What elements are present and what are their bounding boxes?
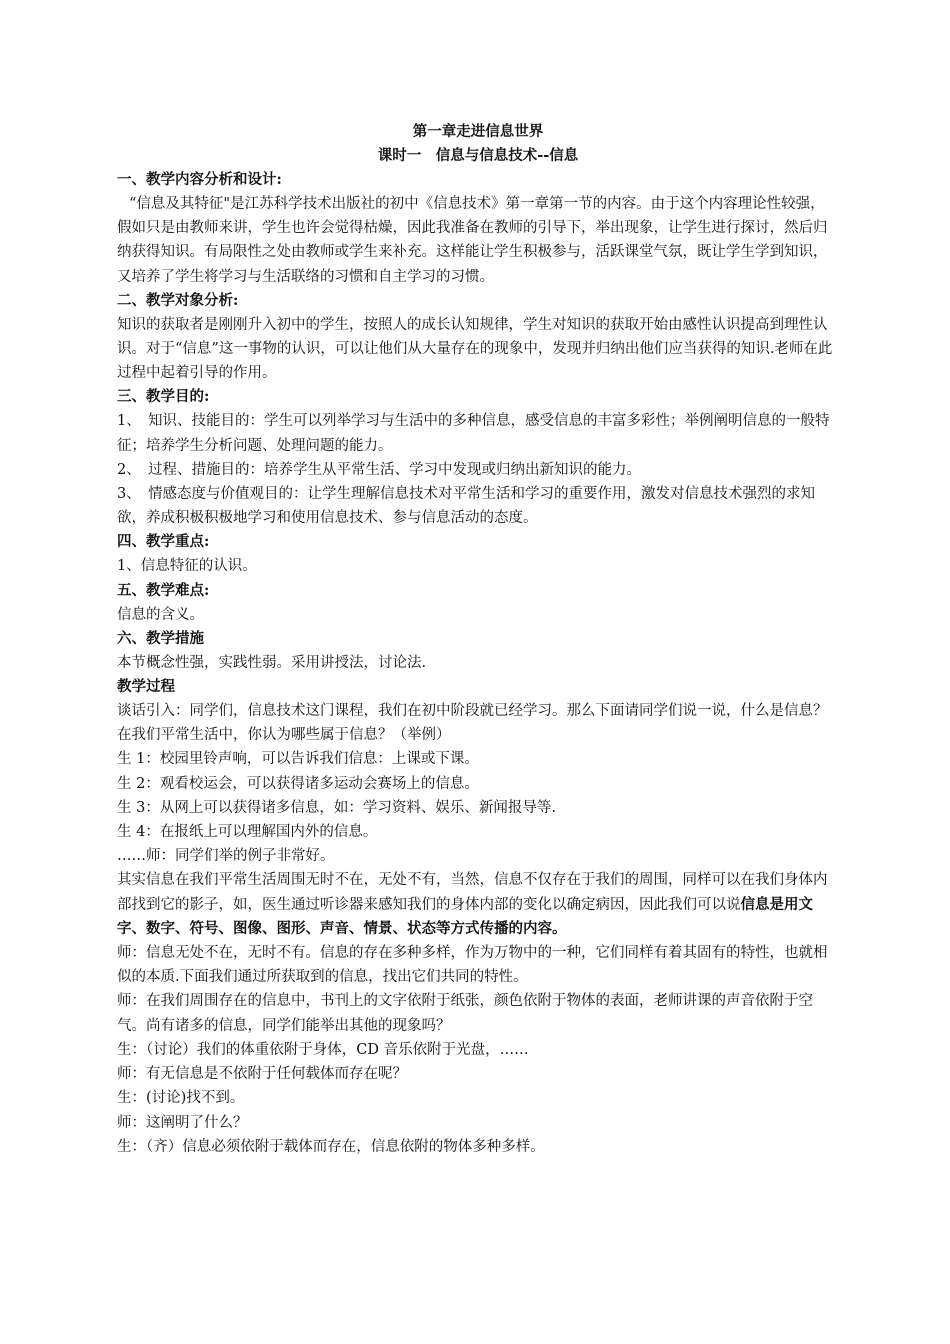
section-heading: 二、教学对象分析: bbox=[117, 291, 239, 309]
objective-item: 3、 情感态度与价值观目的：让学生理解信息技术对平常生活和学习的重要作用，激发对信息技术强烈的求知欲，养成积极积极地学习和使用信息技术、参与信息活动的态度。 bbox=[117, 486, 815, 527]
section-text: 知识的获取者是刚刚升入初中的学生，按照人的成长认知规律，学生对知识的获取开始由感性认识提高到理性认识。对于“信息”这一事物的认识，可以让他们从大量存在的现象中，发现并归纳出他们应当获得的知识.老师在此过程中起着引导的作用。 bbox=[117, 316, 833, 382]
section-text: 1、信息特征的认识。 bbox=[117, 558, 257, 575]
section-text: “信息及其特征"是江苏科学技术出版社的初中《信息技术》第一章第一节的内容。由于这个内容理论性较强，假如只是由教师来讲，学生也许会觉得枯燥，因此我准备在教师的引导下，举出现象，让学生进行探讨，然后归纳获得知识。有局限性之处由教师或学生来补充。这样能让学生积极参与，活跃课堂气氛，既让学生学到知识，又培养了学生将学习与生活联络的习惯和自主学习的习惯。 bbox=[117, 196, 828, 285]
dialogue-line: 生 4：在报纸上可以理解国内外的信息。 bbox=[117, 824, 378, 841]
definition-text: 信息是用文字、数字、符号、图像、图形、声音、情景、状态等方式传播的内容。 bbox=[117, 895, 813, 937]
dialogue-line: 生 1：校园里铃声响，可以告诉我们信息：上课或下课。 bbox=[117, 751, 479, 768]
dialogue-line: 生：（齐）信息必须依附于载体而存在，信息依附的物体多种多样。 bbox=[117, 1138, 545, 1155]
section-text: 本节概念性强，实践性弱。采用讲授法，讨论法. bbox=[117, 654, 427, 671]
process-heading: 教学过程 bbox=[117, 678, 175, 696]
dialogue-line: 生 3：从网上可以获得诸多信息，如：学习资料、娱乐、新闻报导等. bbox=[117, 799, 556, 816]
document-page bbox=[117, 120, 839, 1159]
section-heading: 四、教学重点: bbox=[117, 533, 210, 551]
dialogue-line: 师：在我们周围存在的信息中，书刊上的文字依附于纸张，颜色依附于物体的表面，老师讲课的声音依附于空气。尚有诸多的信息，同学们能举出其他的现象吗？ bbox=[117, 993, 813, 1034]
section-heading: 一、教学内容分析和设计: bbox=[117, 171, 282, 188]
dialogue-line: 师：有无信息是不依附于任何载体而存在呢？ bbox=[117, 1066, 407, 1083]
dialogue-line: 谈话引入：同学们，信息技术这门课程，我们在初中阶段就已经学习。那么下面请同学们说一说，什么是信息？在我们平常生活中，你认为哪些属于信息？（举例） bbox=[117, 703, 828, 744]
objective-item: 1、 知识、技能目的：学生可以列举学习与生活中的多种信息，感受信息的丰富多彩性；举例阐明信息的一般特征；培养学生分析问题、处理问题的能力。 bbox=[117, 413, 830, 454]
dialogue-line: 师：信息无处不在，无时不有。信息的存在多种多样，作为万物中的一种，它们同样有着其固有的特性，也就相似的本质.下面我们通过所获取到的信息，找出它们共同的特性。 bbox=[117, 945, 828, 986]
explanation-text: 其实信息在我们平常生活周围无时不在，无处不有，当然，信息不仅存在于我们的周围，同样可以在我们身体内部找到它的影子，如，医生通过听诊器来感知我们的身体内部的变化以确定病因，因此我们可以说 bbox=[117, 872, 828, 913]
section-text: 信息的含义。 bbox=[117, 606, 204, 623]
chapter-title: 第一章走进信息世界 bbox=[412, 123, 544, 140]
section-heading: 六、教学措施 bbox=[117, 629, 204, 647]
dialogue-line: 师：这阐明了什么？ bbox=[117, 1114, 248, 1131]
dialogue-line: 生：（讨论）我们的体重依附于身体，CD 音乐依附于光盘，…… bbox=[117, 1041, 529, 1058]
lesson-title: 课时一 信息与信息技术--信息 bbox=[377, 147, 579, 164]
explanation-paragraph bbox=[117, 868, 839, 941]
section-heading: 五、教学难点: bbox=[117, 581, 210, 599]
objective-item: 2、 过程、措施目的：培养学生从平常生活、学习中发现或归纳出新知识的能力。 bbox=[117, 461, 641, 478]
dialogue-line: 生：(讨论)找不到。 bbox=[117, 1090, 245, 1107]
dialogue-line: ……师：同学们举的例子非常好。 bbox=[117, 848, 335, 865]
dialogue-line: 生 2：观看校运会，可以获得诸多运动会赛场上的信息。 bbox=[117, 775, 479, 792]
section-heading: 三、教学目的: bbox=[117, 388, 210, 406]
